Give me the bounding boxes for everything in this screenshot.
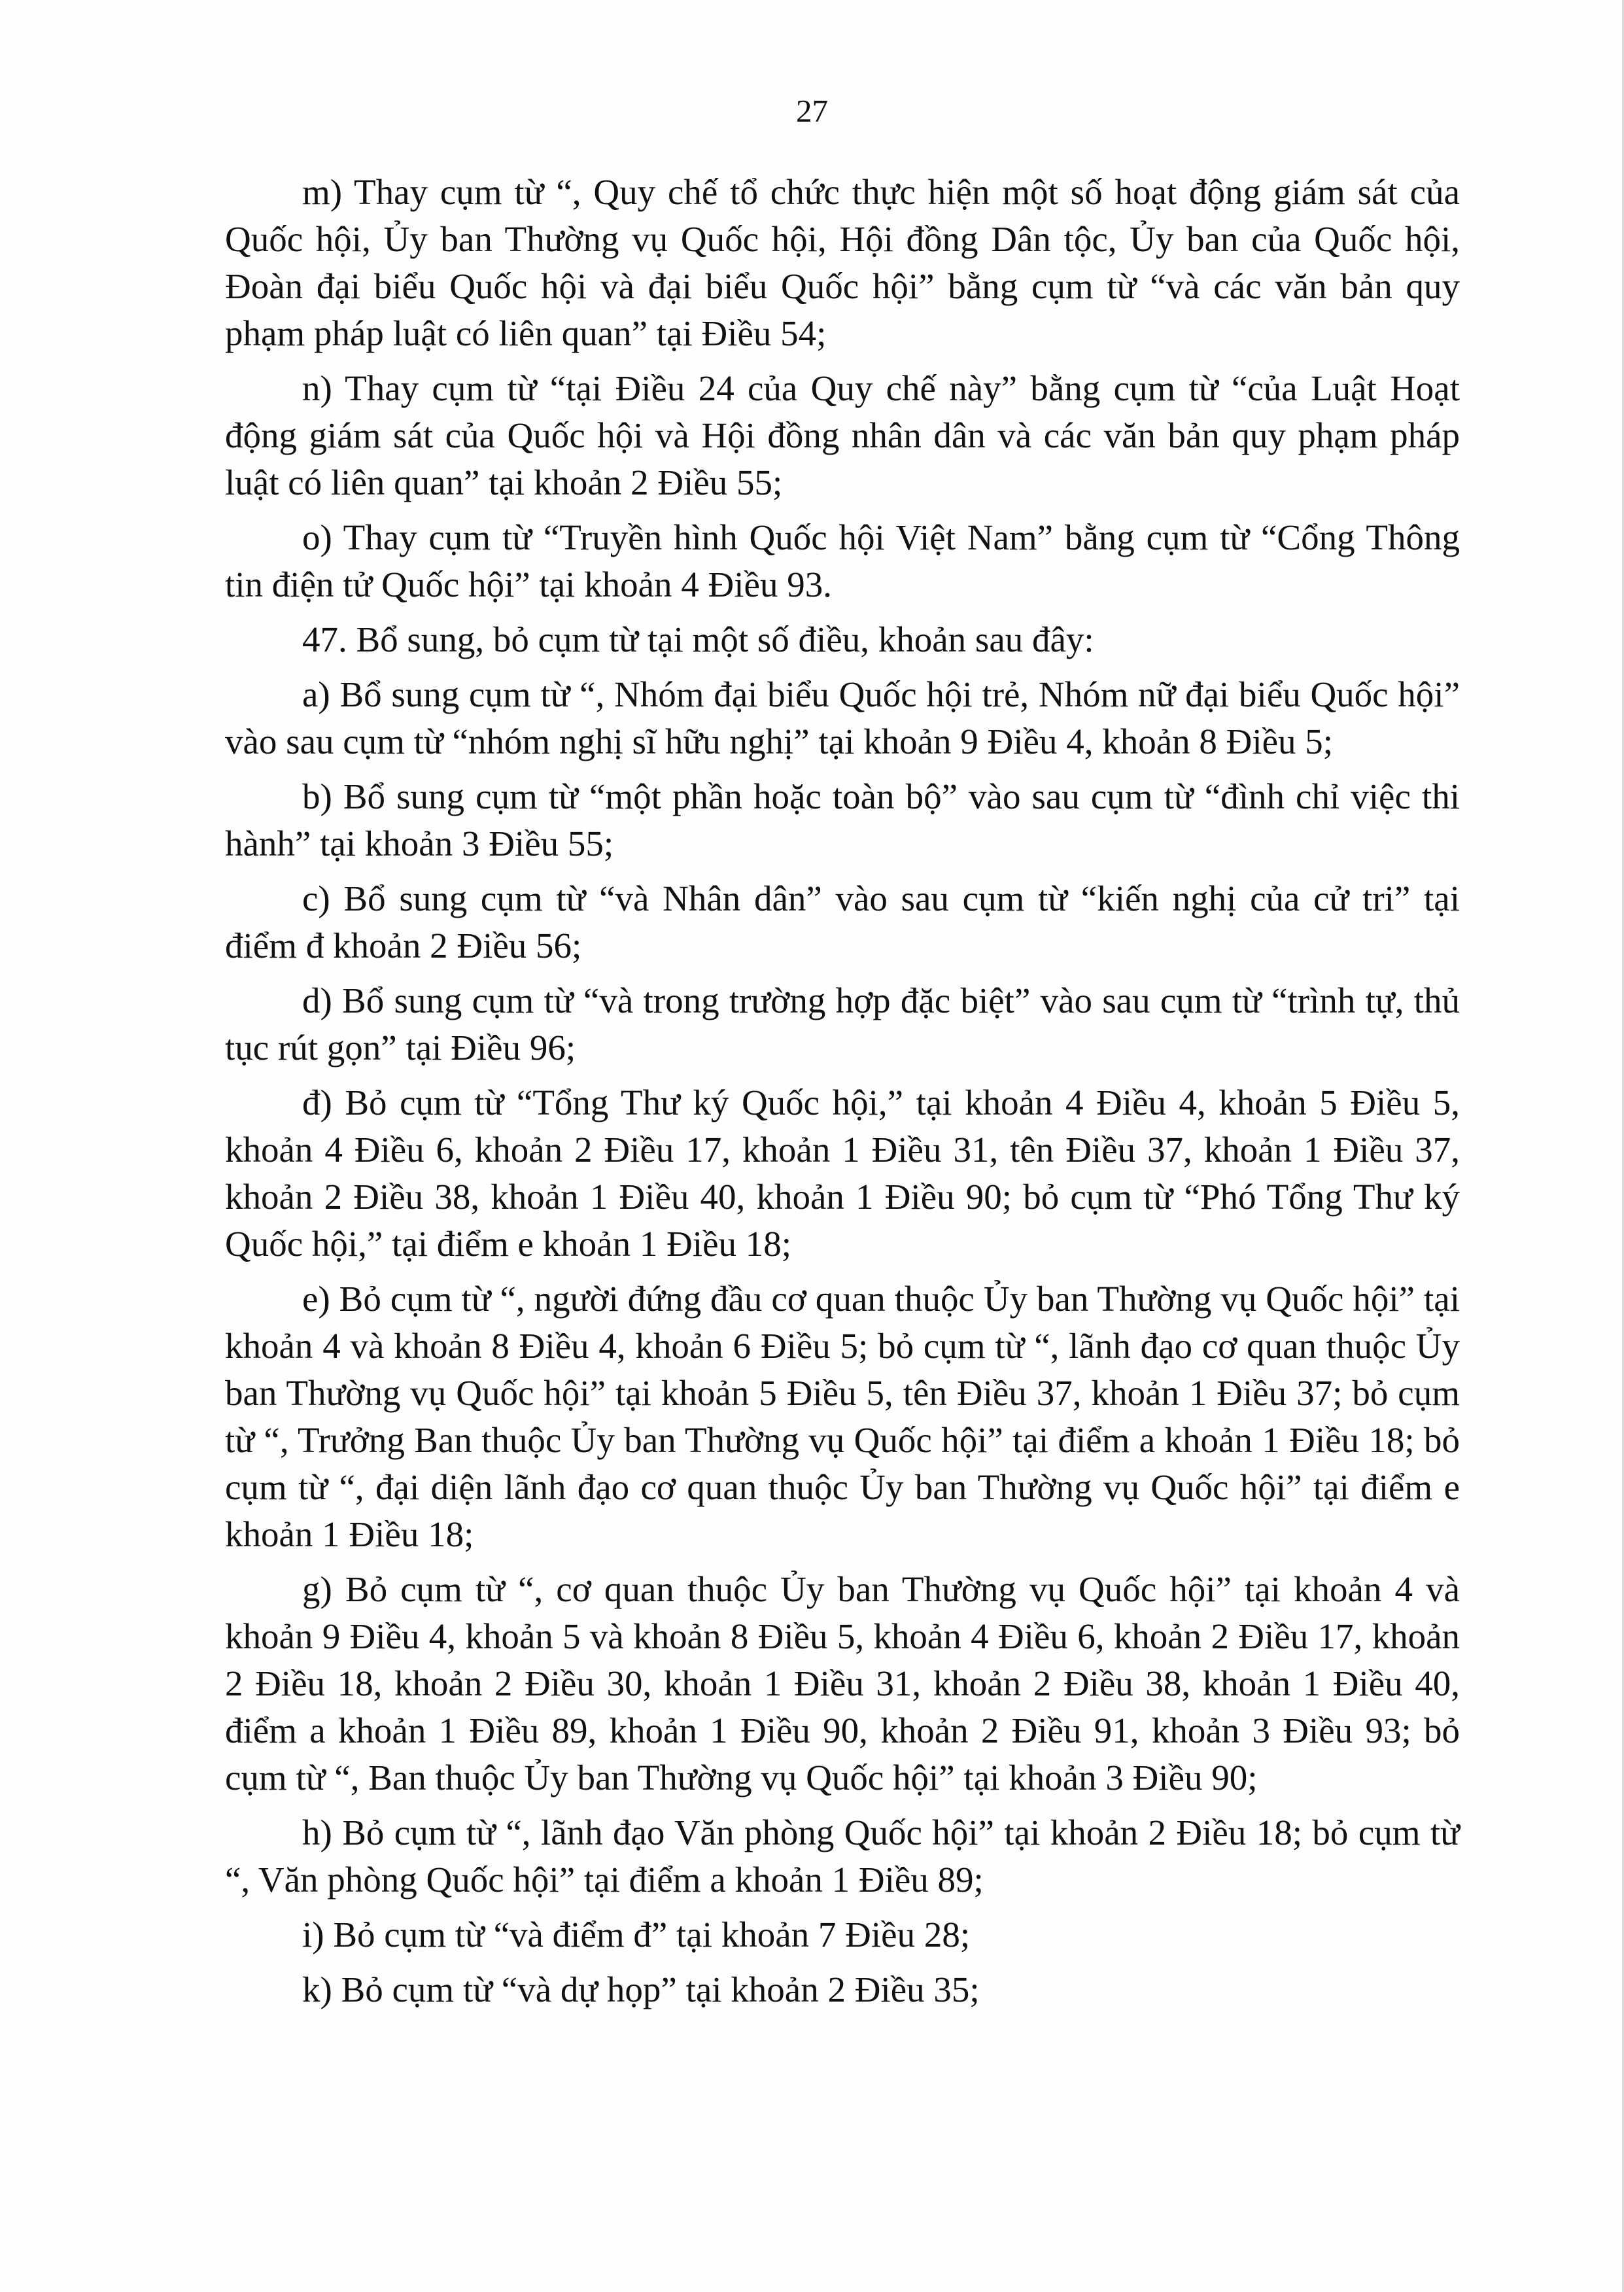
document-body (225, 169, 1460, 2021)
paragraph-g: g) Bỏ cụm từ “, cơ quan thuộc Ủy ban Thường vụ Quốc hội” tại khoản 4 và khoản 9 Điều 4, khoản 5 và khoản 8 Điều 5, khoản 4 Điều 6, khoản 2 Điều 17, khoản 2 Điều 18, khoản 2 Điều 30, khoản 1 Điều 31, khoản 2 Điều 38, khoản 1 Điều 40, điểm a khoản 1 Điều 89, khoản 1 Điều 90, khoản 2 Điều 91, khoản 3 Điều 93; bỏ cụm từ “, Ban thuộc Ủy ban Thường vụ Quốc hội” tại khoản 3 Điều 90; (225, 1569, 1460, 1797)
paragraph-e: e) Bỏ cụm từ “, người đứng đầu cơ quan thuộc Ủy ban Thường vụ Quốc hội” tại khoản 4 và khoản 8 Điều 4, khoản 6 Điều 5; bỏ cụm từ “, lãnh đạo cơ quan thuộc Ủy ban Thường vụ Quốc hội” tại khoản 5 Điều 5, tên Điều 37, khoản 1 Điều 37; bỏ cụm từ “, Trưởng Ban thuộc Ủy ban Thường vụ Quốc hội” tại điểm a khoản 1 Điều 18; bỏ cụm từ “, đại diện lãnh đạo cơ quan thuộc Ủy ban Thường vụ Quốc hội” tại điểm e khoản 1 Điều 18; (225, 1279, 1460, 1554)
paragraph-i: i) Bỏ cụm từ “và điểm đ” tại khoản 7 Điều 28; (302, 1915, 971, 1954)
paragraph-n: n) Thay cụm từ “tại Điều 24 của Quy chế này” bằng cụm từ “của Luật Hoạt động giám sát của Quốc hội và Hội đồng nhân dân và các văn bản quy phạm pháp luật có liên quan” tại khoản 2 Điều 55; (225, 368, 1460, 502)
paragraph-47-heading: 47. Bổ sung, bỏ cụm từ tại một số điều, khoản sau đây: (302, 619, 1094, 659)
paragraph-a: a) Bổ sung cụm từ “, Nhóm đại biểu Quốc hội trẻ, Nhóm nữ đại biểu Quốc hội” vào sau cụm từ “nhóm nghị sĩ hữu nghị” tại khoản 9 Điều 4, khoản 8 Điều 5; (225, 674, 1460, 761)
paragraph-b: b) Bổ sung cụm từ “một phần hoặc toàn bộ” vào sau cụm từ “đình chỉ việc thi hành” tại khoản 3 Điều 55; (225, 776, 1460, 863)
paragraph-o: o) Thay cụm từ “Truyền hình Quốc hội Việt Nam” bằng cụm từ “Cổng Thông tin điện tử Quốc hội” tại khoản 4 Điều 93. (225, 517, 1460, 604)
paragraph-h: h) Bỏ cụm từ “, lãnh đạo Văn phòng Quốc hội” tại khoản 2 Điều 18; bỏ cụm từ “, Văn phòng Quốc hội” tại điểm a khoản 1 Điều 89; (225, 1813, 1460, 1900)
paragraph-c: c) Bổ sung cụm từ “và Nhân dân” vào sau cụm từ “kiến nghị của cử tri” tại điểm đ khoản 2 Điều 56; (225, 878, 1460, 965)
paragraph-dd: đ) Bỏ cụm từ “Tổng Thư ký Quốc hội,” tại khoản 4 Điều 4, khoản 5 Điều 5, khoản 4 Điều 6, khoản 2 Điều 17, khoản 1 Điều 31, tên Điều 37, khoản 1 Điều 37, khoản 2 Điều 38, khoản 1 Điều 40, khoản 1 Điều 90; bỏ cụm từ “Phó Tổng Thư ký Quốc hội,” tại điểm e khoản 1 Điều 18; (225, 1083, 1460, 1264)
paragraph-d: d) Bổ sung cụm từ “và trong trường hợp đặc biệt” vào sau cụm từ “trình tự, thủ tục rút gọn” tại Điều 96; (225, 981, 1460, 1068)
paragraph-k: k) Bỏ cụm từ “và dự họp” tại khoản 2 Điều 35; (302, 1970, 980, 2009)
page-number: 27 (796, 93, 828, 129)
paragraph-m: m) Thay cụm từ “, Quy chế tổ chức thực hiện một số hoạt động giám sát của Quốc hội, Ủy ban Thường vụ Quốc hội, Hội đồng Dân tộc, Ủy ban của Quốc hội, Đoàn đại biểu Quốc hội và đại biểu Quốc hội” bằng cụm từ “và các văn bản quy phạm pháp luật có liên quan” tại Điều 54; (225, 172, 1460, 353)
